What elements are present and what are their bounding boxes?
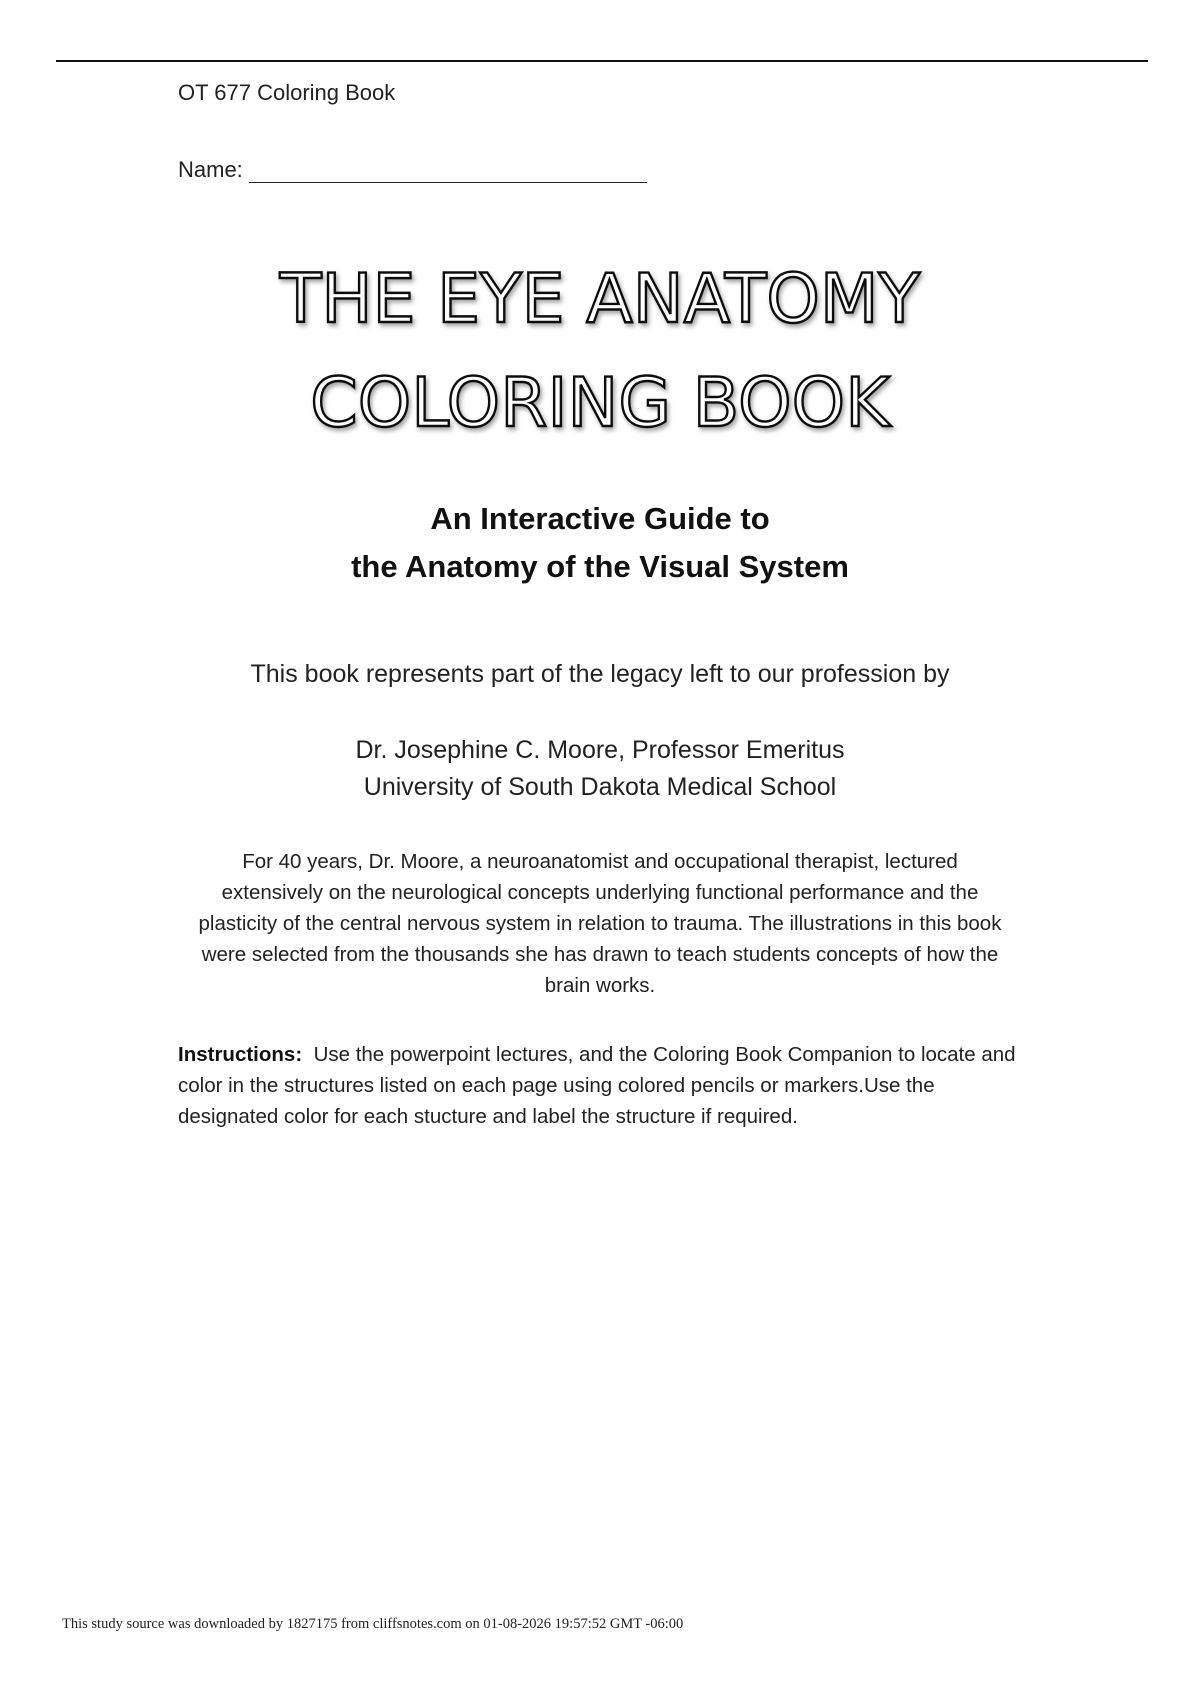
book-title-line-1: THE EYE ANATOMY bbox=[279, 260, 921, 339]
instructions bbox=[178, 1039, 1038, 1132]
instructions-label: Instructions: bbox=[178, 1043, 303, 1066]
name-label: Name: bbox=[178, 157, 243, 182]
author-affiliation: University of South Dakota Medical School bbox=[363, 773, 837, 801]
book-title-line-2: COLORING BOOK bbox=[310, 364, 890, 443]
author-block bbox=[0, 732, 1200, 806]
instructions-text: Use the powerpoint lectures, and the Coloring Book Companion to locate and color in the structures listed on each page using colored pencils or markers.Use the designated color for each stucture and label the structure if required. bbox=[178, 1043, 1016, 1128]
course-header: OT 677 Coloring Book bbox=[178, 80, 396, 105]
name-field-row bbox=[178, 157, 647, 183]
download-footer: This study source was downloaded by 1827175 from cliffsnotes.com on 01-08-2026 19:57:52 GMT -06:00 bbox=[62, 1616, 684, 1632]
top-rule bbox=[56, 60, 1148, 62]
author-bio: For 40 years, Dr. Moore, a neuroanatomist and occupational therapist, lectured extensively on the neurological concepts underlying functional performance and the plasticity of the central nervous system in relation to trauma. The illustrations in this book were selected from the thousands she has drawn to teach students concepts of how the brain works. bbox=[198, 850, 1002, 997]
legacy-statement: This book represents part of the legacy left to our profession by bbox=[250, 660, 950, 688]
book-title bbox=[0, 258, 1200, 458]
subtitle bbox=[0, 495, 1200, 591]
subtitle-line-2: the Anatomy of the Visual System bbox=[351, 549, 849, 584]
author-name: Dr. Josephine C. Moore, Professor Emeritus bbox=[355, 736, 845, 764]
subtitle-line-1: An Interactive Guide to bbox=[430, 501, 770, 536]
name-blank-line[interactable] bbox=[249, 162, 647, 183]
